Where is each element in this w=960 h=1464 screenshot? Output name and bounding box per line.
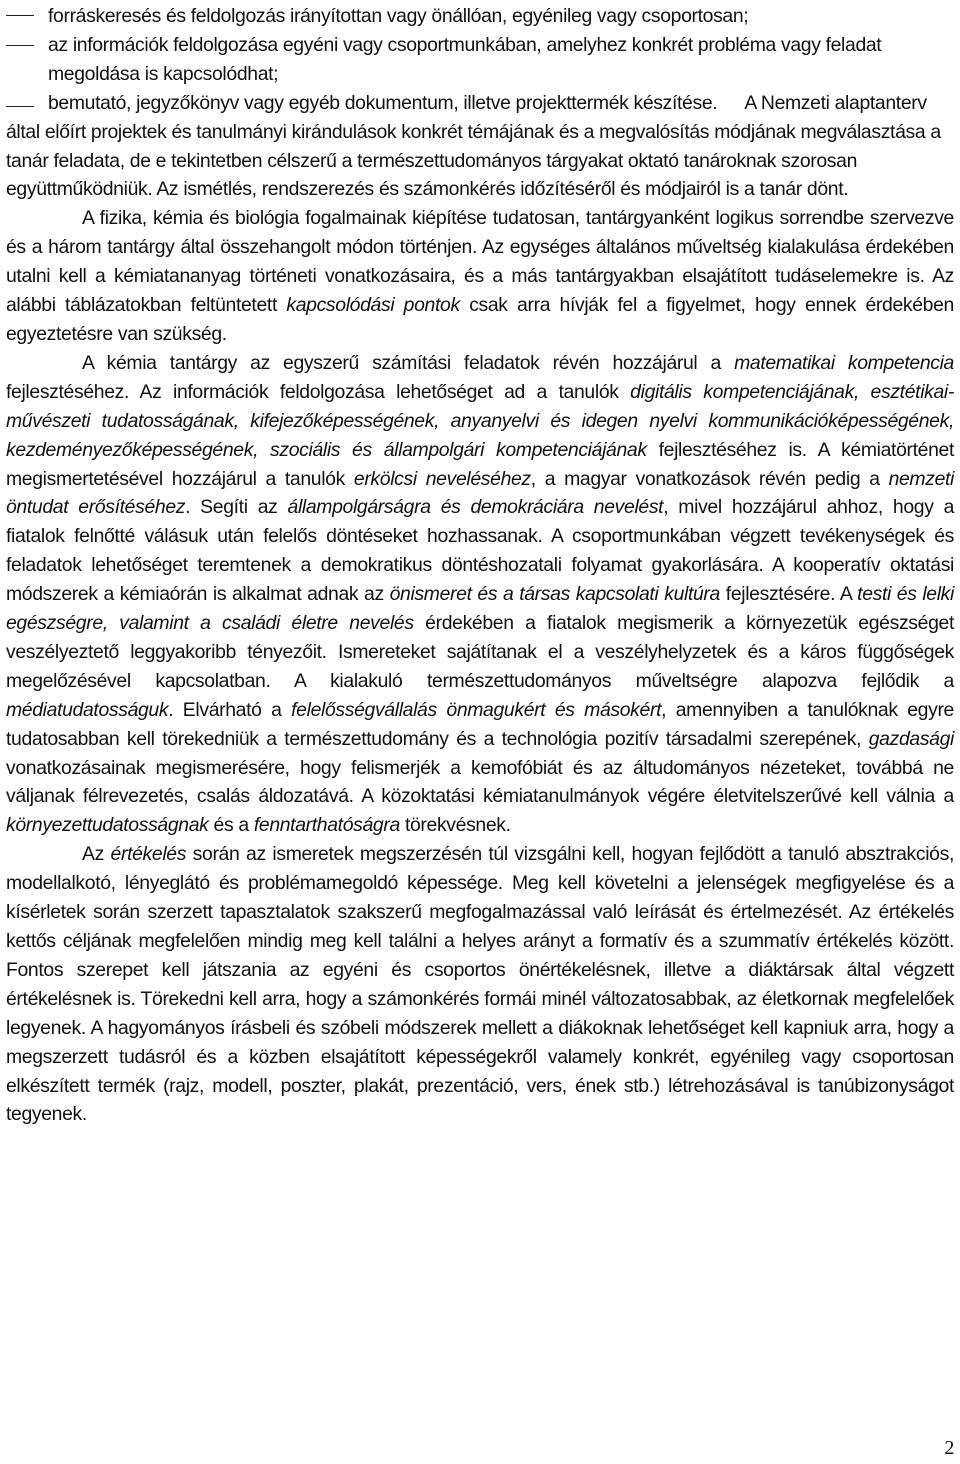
emphasis-text: értékelés <box>110 843 187 866</box>
emphasis-text: felelősségvállalás önmagukért és másokért <box>291 698 662 721</box>
list-item <box>6 2 954 31</box>
list-item <box>6 92 717 114</box>
list-item <box>6 31 954 89</box>
paragraph-text: A kémia tantárgy az egyszerű számítási feladatok révén hozzájárul a <box>82 351 735 374</box>
emphasis-text: erkölcsi neveléséhez <box>353 467 531 490</box>
emphasis-text: állampolgárságra és demokráciára nevelést <box>287 496 664 519</box>
emphasis-text: matematikai kompetencia <box>734 351 954 374</box>
emphasis-text: nemzeti öntudat erősítéséhez <box>6 467 955 519</box>
emphasis-text: környezettudatosságnak <box>6 814 209 837</box>
emphasis-text: kapcsolódási pontok <box>286 294 460 317</box>
paragraph-text: törekvésnek. <box>399 814 511 837</box>
paragraph-text: A Nemzeti alaptanterv által előírt projektek és tanulmányi kirándulások konkrét témájának és a megvalósítás módjának megválasztása a tanár feladata, de e tekintetben célszerű a természettudományos tárgyakat oktató tanároknak szorosan együttműködniük. Az ismétlés, rendszerezés és számonkérés időzítéséről és módjairól is a tanár dönt. <box>6 91 941 201</box>
emphasis-text: testi és lelki egészségre, valamint a családi életre nevelés <box>6 583 954 635</box>
paragraph-text: , mivel hozzájárul ahhoz, hogy a fiatalok felnőtté válásuk után felelős döntéseket hozhassanak. A csoportmunkában végzett tevékenységek és feladatok lehetőséget teremtenek a demokratikus döntéshozatali folyamat gyakorlására. A kooperatív oktatási módszerek a kémiaórán is alkalmat adnak az <box>6 496 955 606</box>
paragraph-text: során az ismeretek megszerzésén túl vizsgálni kell, hogyan fejlődött a tanuló absztrakciós, modellalkotó, lényeglátó és problémamegoldó képessége. Meg kell követelni a jelenségek megfigyelése és a kísérletek során szerzett tapasztalatok szakszerű megfogalmazással való leírását és értelmezését. Az értékelés kettős céljának megfelelően mindig meg kell találni a helyes arányt a formatív és a szummatív értékelés között. Fontos szerepet kell játszania az egyéni és csoportos önértékelésnek, illetve a diáktársak által végzett értékelésnek is. Törekedni kell arra, hogy a számonkérés formái minél változatosabbak, az életkornak megfelelőek legyenek. A hagyományos írásbeli és szóbeli módszerek mellett a diákoknak lehetőséget kell kapniuk arra, hogy a megszerzett tudásról és a közben elsajátított képességekről valamely konkrét, egyénileg vagy csoportosan elkészített termék (rajz, modell, poszter, plakát, prezentáció, vers, ének stb.) létrehozásával is tanúbizonyságot tegyenek. <box>6 843 954 1126</box>
paragraph-text: fejlesztéséhez. Az információk feldolgozása lehetőséget ad a tanulók <box>6 380 631 403</box>
paragraph-assessment <box>6 840 954 1129</box>
emphasis-text: önismeret és a társas kapcsolati kultúra <box>389 583 720 606</box>
paragraph-text: és a <box>208 814 254 837</box>
paragraph-subjects <box>6 204 954 349</box>
paragraph-text: A fizika, kémia és biológia fogalmainak kiépítése tudatosan, tantárgyanként logikus sorrendbe szervezve és a három tantárgy által összehangolt módon történjen. Az egységes általános műveltség kialakulása érdekében utalni kell a kémiatananyag történeti vonatkozásaira, és a más tantárgyakban elsajátított tudáselemekre is. Az alábbi táblázatokban feltüntetett <box>6 207 954 317</box>
paragraph-text: . Elvárható a <box>168 698 292 721</box>
emphasis-text: gazdasági <box>868 727 954 750</box>
emphasis-text: digitális kompetenciájának, esztétikai-művészeti tudatosságának, kifejezőképességének, anyanyelvi és idegen nyelvi kommunikációképességének, kezdeményezőképességének, szociális és állampolgári kompetenciájának <box>6 380 954 461</box>
list-item-text: forráskeresés és feldolgozás irányítottan vagy önállóan, egyénileg vagy csoportosan; <box>48 5 749 27</box>
paragraph-text: érdekében a fiatalok megismerik a környezetük egészséget veszélyeztető leggyakoribb tényezőit. Ismereteket sajátítanak el a veszélyhelyzetek és a káros függőségek megelőzésével kapcsolatban. A kialakuló természettudományos műveltségre alapozva fejlődik a <box>6 612 954 692</box>
paragraph-text: . Segíti az <box>185 496 288 519</box>
list-item-text: bemutató, jegyzőkönyv vagy egyéb dokumentum, illetve projekttermék készítése. <box>48 91 718 114</box>
emphasis-text: médiatudatosságuk <box>6 698 169 721</box>
paragraph-text: csak arra hívják fel a figyelmet, hogy ennek érdekében egyeztetésre van szükség. <box>6 294 954 345</box>
paragraph-text: fejlesztéséhez is. A kémiatörténet megismertetésével hozzájárul a tanulók <box>6 438 954 490</box>
paragraph-text: , a magyar vonatkozások révén pedig a <box>530 467 889 490</box>
page-number: 2 <box>944 1437 954 1459</box>
emphasis-text: fenntarthatóságra <box>253 814 400 837</box>
paragraph-text: , amennyiben a tanulóknak egyre tudatosabban kell törekedniük a természettudomány és a technológia pozitív társadalmi szerepének, <box>6 698 954 750</box>
paragraph-text: Az <box>82 843 111 866</box>
list-item-text: az információk feldolgozása egyéni vagy csoportmunkában, amelyhez konkrét probléma vagy feladat megoldása is kapcsolódhat; <box>48 33 882 85</box>
paragraph-competences <box>6 349 954 840</box>
paragraph-text: vonatkozásainak megismerésére, hogy felismerjék a kemofóbiát és az áltudományos nézeteket, továbbá ne váljanak félrevezetés, csalás áldozatává. A közoktatási kémiatanulmányok végére életvitelszerűvé kell válnia a <box>6 756 954 808</box>
paragraph-text: fejlesztésére. A <box>719 583 858 606</box>
